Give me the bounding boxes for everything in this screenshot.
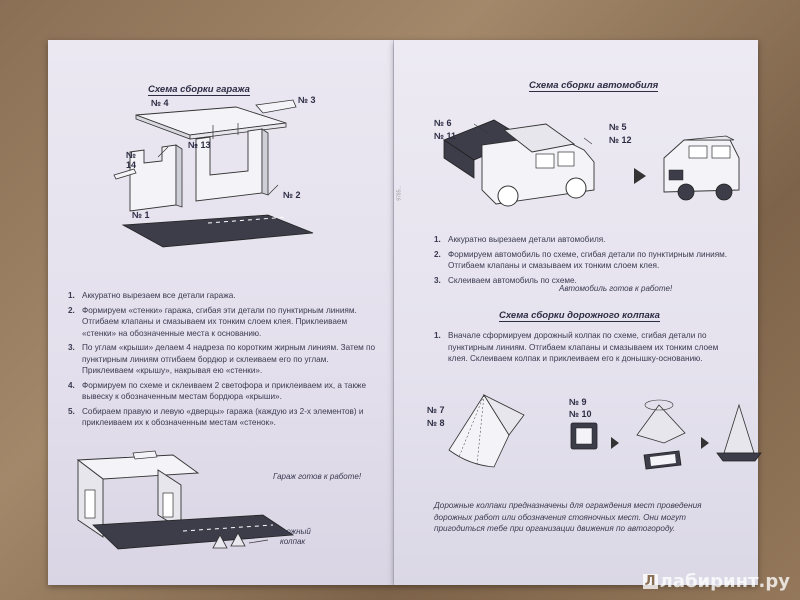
- label-no11: № 11: [434, 131, 457, 141]
- garage-step: 4. Формируем по схеме и склеиваем 2 светофора и приклеиваем их, а также вывеску к обозначенным местам бордюра «крыши».: [68, 380, 367, 401]
- cone-title: Схема сборки дорожного колпака: [499, 310, 660, 321]
- label-no7: № 7: [427, 405, 445, 415]
- label-no8: № 8: [427, 418, 445, 428]
- label-no3: № 3: [298, 95, 316, 105]
- car-step: 3. Склеиваем автомобиль по схеме.: [434, 275, 577, 285]
- garage-title: Схема сборки гаража: [148, 84, 250, 95]
- fold-mark: 9785...: [396, 185, 403, 201]
- cone-diagram: [439, 375, 759, 485]
- label-no10: № 10: [569, 409, 592, 419]
- cone-step: 1. Вначале сформируем дорожный колпак по схеме, сгибая детали по пунктирным линиям. Отгибаем клапаны и смазываем их тонким слоем клея. Склеиваем колпак и приклеиваем его к донышку-основанию.: [434, 331, 719, 363]
- garage-done-note: Гараж готов к работе!: [273, 472, 362, 481]
- garage-step: 3. По углам «крыши» делаем 4 надреза по коротким жирным линиям. Затем по пунктирным линиям отгибаем бордюр и склеиваем его по углам. Приклеиваем «крышу», накрывая ею «стенки».: [68, 343, 376, 375]
- label-no2: № 2: [283, 190, 301, 200]
- car-done-note: Автомобиль готов к работе!: [559, 284, 673, 293]
- garage-step: 1. Аккуратно вырезаем все детали гаража.: [68, 291, 236, 300]
- cone-steps: [434, 330, 734, 368]
- label-no6: № 6: [434, 118, 452, 128]
- label-no13: № 13: [188, 140, 211, 150]
- label-no4: № 4: [151, 98, 169, 108]
- cone-caption-2: колпак: [280, 537, 306, 546]
- car-steps: [434, 234, 734, 289]
- car-step: 1. Аккуратно вырезаем детали автомобиля.: [434, 235, 606, 244]
- label-no12: № 12: [609, 135, 632, 145]
- label-no9: № 9: [569, 397, 587, 407]
- label-no5: № 5: [609, 122, 627, 132]
- left-page: [48, 40, 394, 585]
- garage-steps: [68, 290, 378, 432]
- watermark-logo: Л лабиринт.ру: [643, 571, 790, 592]
- label-no1: № 1: [132, 210, 150, 220]
- car-diagram: [434, 100, 744, 220]
- garage-step: 5. Собираем правую и левую «дверцы» гаража (каждую из 2-х элементов) и приклеиваем их к обозначенным местам «стенок».: [68, 406, 364, 427]
- finished-garage: [63, 445, 293, 555]
- booklet: [48, 40, 758, 585]
- car-step: 2. Формируем автомобиль по схеме, сгибая детали по пунктирным линиям. Отгибаем клапаны и смазываем их тонким слоем клея.: [434, 249, 728, 270]
- cone-footer: Дорожные колпаки предназначены для ограждения мест проведения дорожных работ или обозначения стояночных мест. Они могут пригодиться тебе при организации движения по автогороду.: [434, 501, 702, 533]
- label-no14: № 14: [125, 150, 137, 170]
- car-title: Схема сборки автомобиля: [529, 80, 659, 91]
- garage-step: 2. Формируем «стенки» гаража, сгибая эти детали по пунктирным линиям. Отгибаем клапаны и смазываем их тонким слоем клея. Приклеиваем «стенки» на обозначенные места к основанию.: [68, 305, 357, 338]
- right-page: [394, 40, 758, 585]
- garage-diagram: [118, 95, 378, 265]
- cone-caption-1: дорожный: [273, 527, 311, 536]
